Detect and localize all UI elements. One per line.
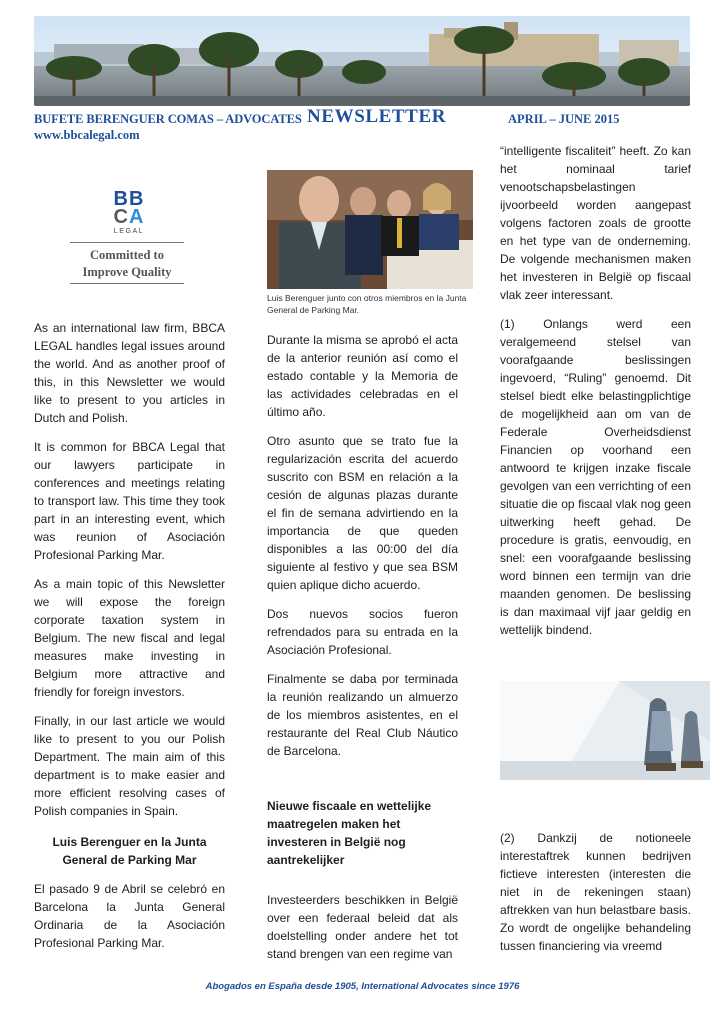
- column-3-continued: [500, 829, 691, 966]
- article-paragraph: Finalmente se daba por terminada la reunión realizando un almuerzo de los miembros asistentes, en el restaurante del Real Club Náutico de Barcelona.: [267, 672, 458, 758]
- header-banner-image: [34, 16, 690, 106]
- logo-letter-c: C: [113, 206, 129, 228]
- column-2-article: [267, 331, 458, 771]
- intro-paragraph: As an international law firm, BBCA LEGAL handles legal issues around the world. And as another proof of this, in this Newsletter we would like to present to you articles in Dutch and Polish.: [34, 321, 225, 425]
- logo-subtitle: LEGAL: [113, 228, 145, 235]
- firm-name: BUFETE BERENGUER COMAS – ADVOCATES: [34, 112, 302, 126]
- logo-bb: BB: [113, 188, 145, 210]
- motto-line-1: Committed to: [90, 248, 164, 262]
- intro-paragraph: Finally, in our last article we would like to present to you our Polish Department. The main aim of this department is to make easier and more efficient resolving cases of Polish companies in Spain.: [34, 714, 225, 818]
- article-heading-belgium: Nieuwe fiscaale en wettelijke maatregelen maken het investeren in België nog aantrekelijker: [267, 799, 432, 867]
- motto-line-2: Improve Quality: [82, 265, 172, 279]
- article-paragraph: Dos nuevos socios fueron refrendados para su entrada en la Asociación Profesional.: [267, 607, 458, 657]
- column-3-article: [500, 142, 691, 650]
- intro-paragraph: As a main topic of this Newsletter we will expose the foreign corporate taxation system in Belgium. The new fiscal and legal measures make investing in Belgium more attractive and friendly for foreign investors.: [34, 577, 225, 699]
- trophy-image: [500, 681, 710, 780]
- logo-letter-a: A: [129, 206, 145, 228]
- article-paragraph: Durante la misma se aprobó el acta de la anterior reunión así como el estado contable y la Memoria de las actividades celebradas en el último año.: [267, 333, 458, 419]
- article-paragraph: Otro asunto que se trato fue la regularización escrita del acuerdo suscrito con BSM en relación a la cesión de algunas plazas durante el fin de semana advirtiendo en la importancia de que queden disponibles a las 00:00 del día siguiente al festivo y que sea BSM quien aplique dicho acuerdo.: [267, 434, 458, 592]
- meeting-photo: [267, 170, 473, 289]
- article-paragraph: “intelligente fiscaliteit” heeft. Zo kan het nominaal tarief venootschapsbelastingen ijvoorbeeld worden aangepast volgens factoren zoals de grootte en het type van de onderneming. De volgende mechanismen maken het investeren in België op fiscaal vlak zeer interessant.: [500, 144, 691, 302]
- motto: [70, 242, 184, 284]
- issue-date: APRIL – JUNE 2015: [508, 112, 620, 126]
- bbca-logo: [104, 190, 154, 235]
- article-paragraph: (2) Dankzij de notioneele interestaftrek kunnen bedrijven fictieve interesten (interesten die niet in de rekeningen staan) aftrekken van hun belastbare basis. Zo wordt de ongelijke behandeling tussen financiering via vreemd: [500, 831, 691, 953]
- newsletter-title: NEWSLETTER: [307, 106, 447, 127]
- website-link[interactable]: www.bbcalegal.com: [34, 128, 140, 142]
- footer-tagline: Abogados en España desde 1905, International Advocates since 1976: [205, 981, 520, 992]
- article-heading-parking-mar: Luis Berenguer en la Junta General de Parking Mar: [52, 835, 207, 867]
- article-paragraph: (1) Onlangs werd een veralgemeend stelsel van voorafgaande beslissingen ingevoerd, “Ruling” genoemd. Dit stelsel biedt elke belastingplichtige de mogelijkheid aan om van de Federale Overheidsdienst Financien op voorhand een antwoord te krijgen inzake fiscale gevolgen van een verrichting of een situatie die op fiscaal vlak nog geen uitwerking heeft gehad. De procedure is gratis, eenvoudig, en snel: een voorafgaande beslissing word binnen een termijn van drie maanden genomen. De beslissing is dan maximaal vijf jaar geldig en wettelijk bindend.: [500, 317, 691, 637]
- column-1-intro: [34, 319, 225, 831]
- photo-caption: Luis Berenguer junto con otros miembros en la Junta General de Parking Mar.: [267, 293, 467, 315]
- article-intro-belgium: Investeerders beschikken in België over een federaal beleid dat als doelstelling onder andere het tot stand brengen van een regime van: [267, 893, 458, 961]
- intro-paragraph: It is common for BBCA Legal that our lawyers participate in conferences and meetings relating to transport law. This time they took part in an interesting event, which was reunion of Asociación Profesional Parking Mar.: [34, 440, 225, 562]
- article-intro-parking-mar: El pasado 9 de Abril se celebró en Barcelona la Junta General Ordinaria de la Asociación Profesional Parking Mar.: [34, 882, 225, 950]
